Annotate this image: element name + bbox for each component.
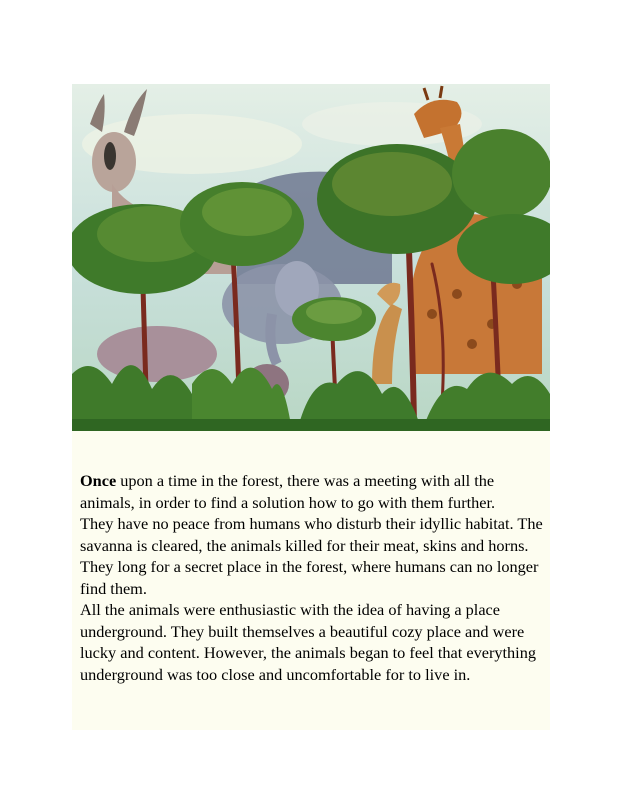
story-paragraph-3: All the animals were enthusiastic with the idea of having a place underground. They built themselves a beautiful cozy place and were lucky and content. However, the animals began to feel that everything underground was too close and uncomfortable for to live in.: [80, 600, 536, 684]
savanna-illustration: [72, 84, 550, 431]
storybook-page: [72, 84, 550, 730]
story-paragraph-1: [80, 470, 546, 513]
story-text: [80, 470, 546, 685]
paragraph-1-rest: upon a time in the forest, there was a meeting with all the animals, in order to find a solution how to go with them further.: [80, 471, 496, 512]
story-paragraph-2: They have no peace from humans who disturb their idyllic habitat. The savanna is cleared, the animals killed for their meat, skins and horns. They long for a secret place in the forest, where humans can no longer find them.: [80, 514, 543, 598]
first-word: Once: [80, 471, 117, 490]
